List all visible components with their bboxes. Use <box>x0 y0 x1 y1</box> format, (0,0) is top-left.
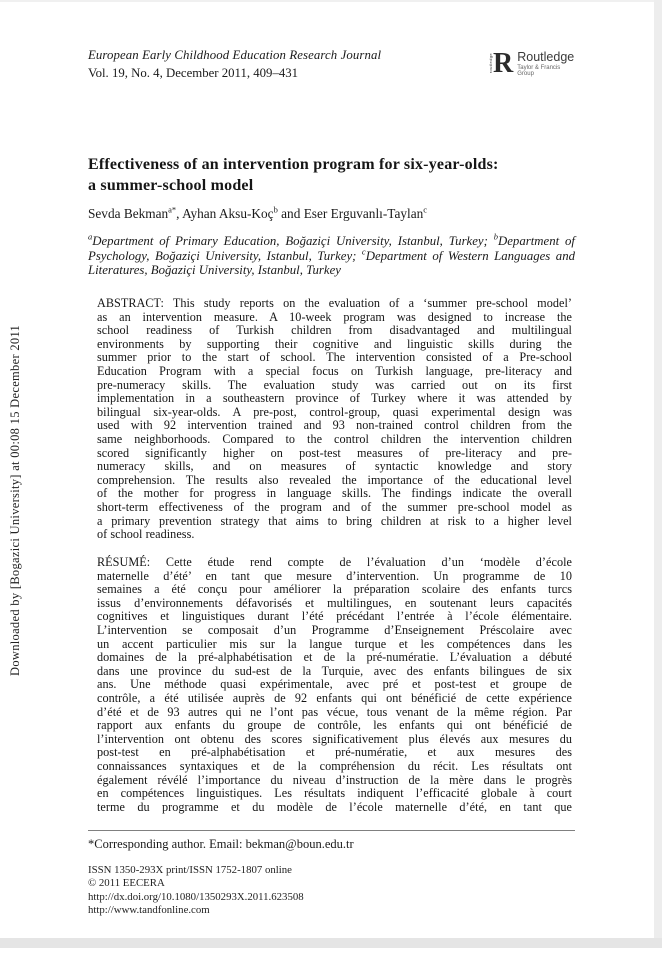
title-line-1: Effectiveness of an intervention program for six-year-olds: <box>88 156 499 173</box>
affiliation-mark-a: a <box>88 231 93 242</box>
publisher-tagline: Taylor & Francis Group <box>517 65 561 77</box>
affiliation-c: Department of Western Languages and Literatures, Boğaziçi University, Istanbul, Turkey <box>88 248 575 278</box>
publisher-name: Routledge <box>517 50 575 64</box>
title-line-2: a summer-school model <box>88 177 254 194</box>
affiliation-mark-c: c <box>361 246 366 257</box>
affiliation-b: Department of Psychology, Boğaziçi University, Istanbul, Turkey; <box>88 234 575 263</box>
logo-vertical-text: routledge <box>488 53 493 74</box>
page-bottom-edge <box>0 938 662 948</box>
imprint-block <box>88 864 575 918</box>
page-right-edge <box>654 0 662 940</box>
author-2-affiliation-mark: b <box>273 204 278 215</box>
article-page <box>88 47 575 917</box>
journal-name: European Early Childhood Education Research Journal <box>88 48 382 62</box>
page-top-edge <box>0 0 662 2</box>
copyright-line: © 2011 EECERA <box>88 877 165 890</box>
routledge-logo-mark <box>488 47 514 79</box>
affiliation-mark-b: b <box>493 231 499 242</box>
author-separator: and <box>277 206 304 221</box>
corresponding-author-footnote: *Corresponding author. Email: bekman@boun.edu.tr <box>88 830 575 852</box>
issue-line: Vol. 19, No. 4, December 2011, 409–431 <box>88 66 299 80</box>
logo-letter-r: R <box>493 47 514 79</box>
abstract-paragraph: ABSTRACT: This study reports on the evaluation of a ‘summer pre-school model’ as an intervention measure. A 10-week program was designed to increase the school readiness of Turkish children from disadvantaged and multilingual environments by supporting their cognitive and linguistic skills during the summer prior to the start of school. The intervention consisted of a Pre-school Education Program with a special focus on Turkish language, pre-literacy and pre-numeracy skills. The evaluation study was carried out on its first implementation in a southeastern province of Turkey where it was attended by bilingual six-year-olds. A pre-post, control-group, quasi experimental design was used with 92 intervention trained and 93 non-trained control children from the same neighborhoods. Compared to the control children the intervention children scored significantly higher on post-test measures of pre-literacy and pre- numeracy skills, and on measures of syntactic knowledge and story comprehension. The results also revealed the importance of the educational level of the mother for progress in language skills. The findings indicate the overall short-term effectiveness of the program and of the summer pre-school model as a primary prevention strategy that aims to bring children at risk to a higher level of school readiness. <box>97 296 572 542</box>
download-watermark: Downloaded by [Bogazici University] at 00:08 15 December 2011 <box>8 324 22 676</box>
publisher-url-line: http://www.tandfonline.com <box>88 904 210 917</box>
affiliations <box>88 231 575 278</box>
author-2: Ayhan Aksu-Koç <box>182 206 274 221</box>
publisher-names <box>517 50 575 77</box>
author-3-affiliation-mark: c <box>423 204 428 215</box>
resume-paragraph: RÉSUMÉ: Cette étude rend compte de l’évaluation d’un ‘modèle d’école maternelle d’été’ en tant que mesure d’intervention. Un programme de 10 semaines a été conçu pour améliorer la préparation scolaire des enfants turcs issus d’environnements défavorisés et multilingues, en soutenant leurs capacités cognitives et linguistiques durant l’été précédant l’entrée à l’école élémentaire. L’intervention se composait d’un Programme d’Enseignement Préscolaire avec un accent particulier mis sur la langue turque et les compétences dans les domaines de la pré-alphabétisation et de la pré-numératie. L’évaluation a débuté dans une province du sud-est de la Turquie, avec des enfants bilingues de six ans. Une méthode quasi expérimentale, avec pré et post-test et groupe de contrôle, a été utilisée auprès de 92 enfants qui ont bénéficié de cette expérience d’été et de 93 autres qui ne l’ont pas vécue, tous venant de la même région. Par rapport aux enfants du groupe de contrôle, les enfants qui ont bénéficié de l’intervention ont obtenu des scores significativement plus élevés aux mesures du post-test en pré-alphabétisation et pré-numératie, et aux mesures des connaissances syntaxiques et de la compréhension du récit. Les résultats ont également révélé l’importance du niveau d’instruction de la mère dans le progrès en compétences linguistiques. Les résultats indiquent l’efficacité globale à court terme du programme et du modèle de l’école maternelle d’été, en tant que <box>97 555 572 814</box>
article-title <box>88 154 575 196</box>
author-3: Eser Erguvanlı-Taylan <box>303 206 424 221</box>
issn-line: ISSN 1350-293X print/ISSN 1752-1807 online <box>88 864 292 876</box>
journal-header <box>88 48 575 81</box>
author-1: Sevda Bekman <box>88 206 169 221</box>
authors-line <box>88 206 575 222</box>
routledge-logo <box>488 47 575 79</box>
author-separator: , <box>176 206 183 221</box>
author-1-affiliation-mark: a* <box>168 204 177 215</box>
affiliation-a: Department of Primary Education, Boğaziçi University, Istanbul, Turkey; <box>92 234 494 248</box>
doi-line: http://dx.doi.org/10.1080/1350293X.2011.623508 <box>88 890 304 903</box>
